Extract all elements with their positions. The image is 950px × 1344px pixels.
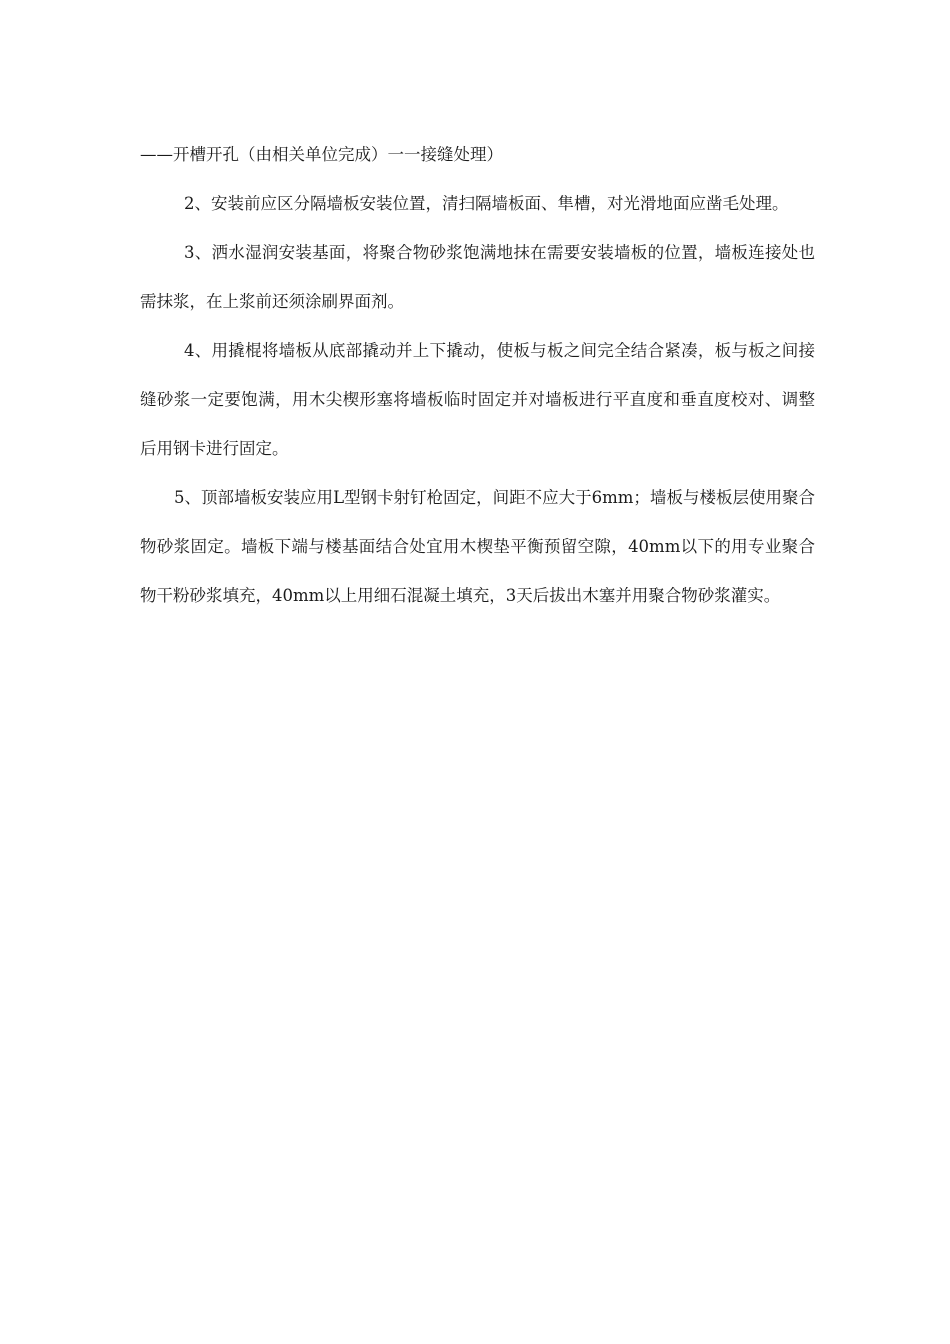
paragraph-step-3: 3、洒水湿润安装基面，将聚合物砂浆饱满地抹在需要安装墙板的位置，墙板连接处也需抹浆，在上浆前还须涂刷界面剂。	[140, 243, 815, 311]
document-body	[140, 130, 815, 620]
paragraph-step-5: 5、顶部墙板安装应用L型钢卡射钉枪固定，间距不应大于6mm；墙板与楼板层使用聚合物砂浆固定。墙板下端与楼基面结合处宜用木楔垫平衡预留空隙，40mm以下的用专业聚合物干粉砂浆填充，40mm以上用细石混凝土填充，3天后拔出木塞并用聚合物砂浆灌实。	[140, 488, 815, 605]
paragraph-step-4: 4、用撬棍将墙板从底部撬动并上下撬动，使板与板之间完全结合紧凑，板与板之间接缝砂浆一定要饱满，用木尖楔形塞将墙板临时固定并对墙板进行平直度和垂直度校对、调整后用钢卡进行固定。	[140, 341, 815, 458]
paragraph-continuation: ——开槽开孔（由相关单位完成）一一接缝处理）	[140, 145, 503, 164]
paragraph-step-2: 2、安装前应区分隔墙板安装位置，清扫隔墙板面、隼槽，对光滑地面应凿毛处理。	[184, 194, 789, 213]
